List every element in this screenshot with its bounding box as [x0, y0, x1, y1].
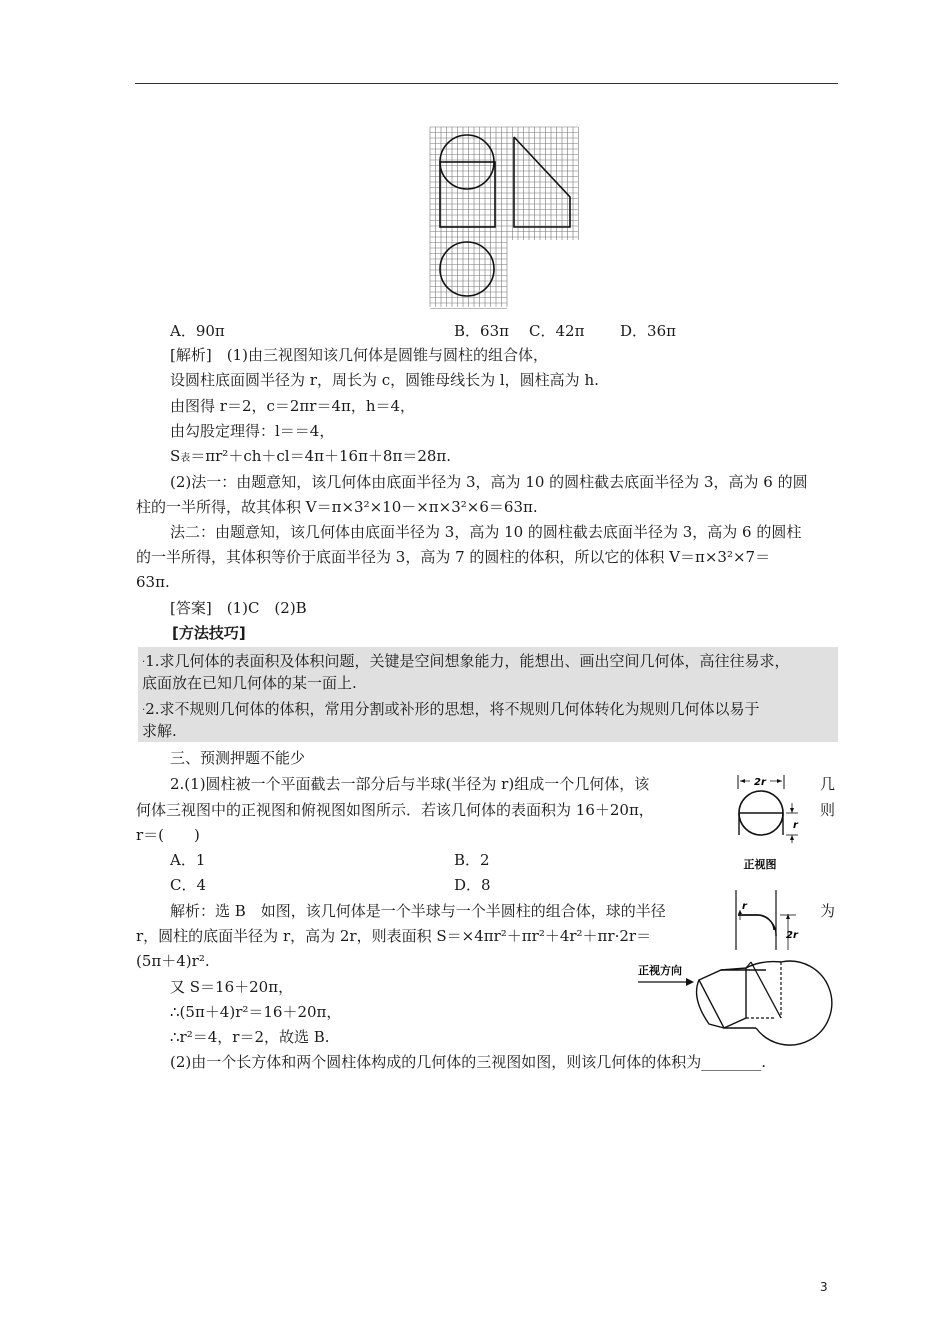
option-a: A．90π	[170, 322, 225, 340]
view-direction-label: 正视方向	[638, 964, 682, 977]
tip-2-text-a: 2.求不规则几何体的体积，常用分割或补形的思想，将不规则几何体转化为规则几何体以易于	[145, 700, 760, 718]
dim-2r-label: 2r	[754, 777, 766, 788]
surface-area-formula: ＝πr²＋ch＋cl＝4π＋16π＋8π＝28π.	[190, 447, 452, 465]
option-c: C．42π	[529, 322, 585, 340]
analysis-line-1: [解析] (1)由三视图知该几何体是圆锥与圆柱的组合体，	[170, 346, 548, 364]
analysis-line-9: 的一半所得，其体积等价于底面半径为 3，高为 7 的圆柱的体积，所以它的体积 V＝π×3²×7＝	[136, 548, 771, 566]
page-number: 3	[820, 1280, 828, 1294]
front-view-figure	[732, 773, 802, 873]
solution-line-2: r，圆柱的底面半径为 r，高为 2r，则表面积 S＝×4πr²＋πr²＋4r²＋πr·2r＝	[136, 927, 652, 945]
tip-2-line-a	[142, 698, 760, 723]
analysis-line-6: (2)法一：由题意知，该几何体由底面半径为 3，高为 10 的圆柱截去底面半径为 3，高为 6 的圆	[170, 473, 808, 491]
problem2-option-c: C．4	[170, 876, 207, 894]
solution-line-1: 解析：选 B 如图，该几何体是一个半球与一个半圆柱的组合体，球的半径	[170, 902, 666, 920]
three-view-grid-figure	[430, 127, 580, 309]
analysis-line-3: 由图得 r＝2，c＝2πr＝4π，h＝4，	[170, 397, 416, 415]
tip-2-line-b: 求解.	[142, 722, 177, 740]
solution-line-6: ∴r²＝4，r＝2，故选 B.	[170, 1028, 330, 1046]
option-b: B．63π	[454, 322, 509, 340]
analysis-line-7: 柱的一半所得，故其体积 V＝π×3²×10－×π×3²×6＝63π.	[136, 498, 538, 516]
dim-r-label: r	[793, 820, 798, 831]
method-title: [方法技巧]	[172, 624, 246, 642]
front-view-caption: 正视图	[743, 858, 777, 871]
header-rule	[135, 83, 838, 84]
problem2-line-1: 2.(1)圆柱被一个平面截去一部分后与半球(半径为 r)组成一个几何体，该	[170, 775, 650, 793]
problem2-line-1-end: 几	[820, 775, 836, 793]
section-title: 三、预测押题不能少	[170, 749, 306, 767]
surface-area-symbol: S	[170, 447, 181, 465]
problem2-line-3: r＝( )	[136, 826, 200, 844]
solution-line-1-end: 为	[820, 902, 836, 920]
analysis-line-5	[170, 446, 451, 469]
solution-line-3: (5π＋4)r².	[136, 952, 210, 970]
solution-line-4: 又 S＝16＋20π，	[170, 978, 294, 996]
tip-1-text-a: 1.求几何体的表面积及体积问题，关键是空间想象能力，能想出、画出空间几何体，高往往易求，	[145, 652, 790, 670]
analysis-line-2: 设圆柱底面圆半径为 r，周长为 c，圆锥母线长为 l，圆柱高为 h.	[170, 371, 599, 389]
answer-line: [答案] (1)C (2)B	[170, 599, 307, 617]
tip-1-line-b: 底面放在已知几何体的某一面上.	[142, 674, 357, 692]
solution-profile-figure	[728, 888, 808, 954]
analysis-line-10: 63π.	[136, 573, 170, 591]
bullet-dot-icon: .	[142, 702, 146, 713]
problem2-line-2-end: 则	[820, 801, 836, 819]
problem2-option-a: A．1	[170, 851, 206, 869]
profile-dim-r-label: r	[742, 901, 747, 912]
problem2-option-b: B．2	[454, 851, 490, 869]
analysis-line-8: 法二：由题意知，该几何体由底面半径为 3，高为 10 的圆柱截去底面半径为 3，高为 6 的圆柱	[170, 523, 802, 541]
perspective-solid-figure	[636, 958, 832, 1058]
bullet-dot-icon: .	[142, 654, 146, 665]
option-d: D．36π	[620, 322, 676, 340]
problem2-line-2: 何体三视图中的正视图和俯视图如图所示．若该几何体的表面积为 16＋20π，	[136, 801, 654, 819]
next-question-line: (2)由一个长方体和两个圆柱体构成的几何体的三视图如图，则该几何体的体积为________.	[170, 1053, 767, 1071]
analysis-line-4: 由勾股定理得：l＝＝4，	[170, 422, 335, 440]
surface-area-subscript: 表	[180, 453, 191, 464]
profile-dim-2r-label: 2r	[786, 930, 798, 941]
problem2-option-d: D．8	[454, 876, 491, 894]
solution-line-5: ∴(5π＋4)r²＝16＋20π，	[170, 1003, 342, 1021]
